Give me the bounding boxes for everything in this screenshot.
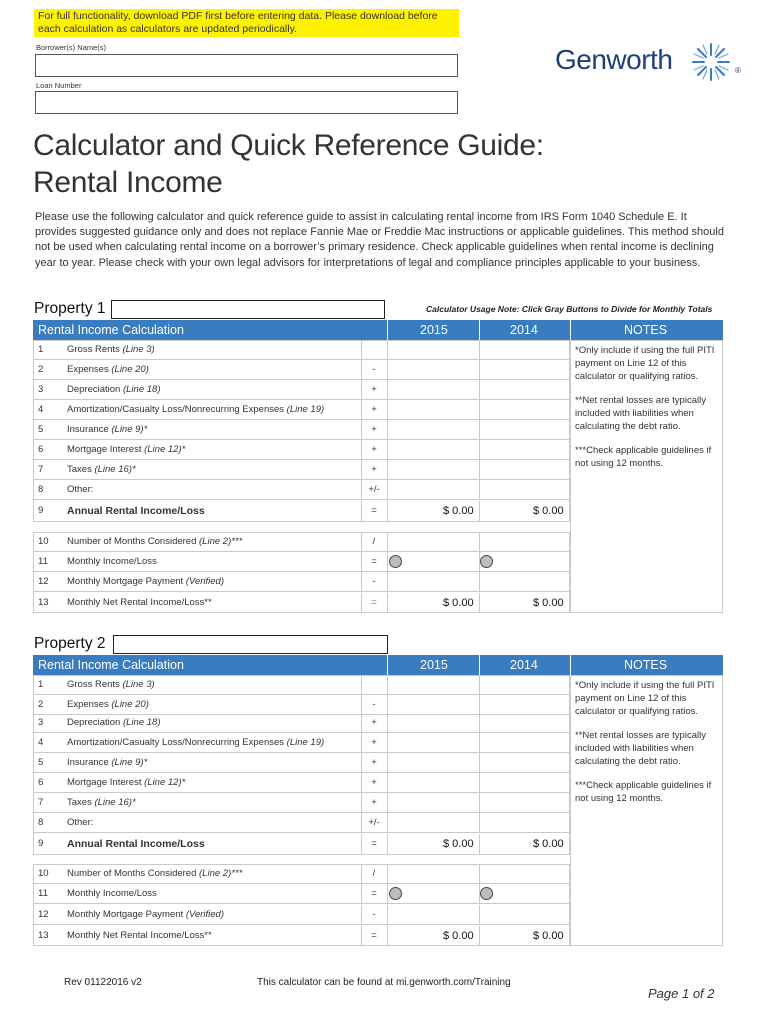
header-year-2: 2014 [510,323,538,337]
genworth-logo [555,40,745,86]
note-2: **Net rental losses are typically included with liabilities when calculating the debt ratio. [575,395,706,432]
table-row: 5 Insurance (Line 9)* + [33,753,570,773]
net-monthly-row: 13 Monthly Net Rental Income/Loss** = $ 0.00 $ 0.00 [33,593,570,613]
table-row: 2 Expenses (Line 20) - [33,360,570,380]
notes-panel [575,344,725,481]
table-header [33,655,723,675]
note-3: ***Check applicable guidelines if not using 12 months. [575,780,712,804]
property-1-input[interactable] [111,300,385,319]
header-notes: NOTES [624,658,668,672]
table-row: 1 Gross Rents (Line 3) [33,340,570,360]
table-row: 11 Monthly Income/Loss = [33,552,570,572]
sunburst-icon [689,40,733,84]
table-row: 10 Number of Months Considered (Line 2)*** / [33,532,570,552]
page-number: Page 1 of 2 [648,986,715,1001]
annual-total-2015: $ 0.00 [443,505,474,517]
annual-total-2014: $ 0.00 [533,505,564,517]
property-1-label: Property 1 [34,300,106,317]
notes-panel [575,679,725,816]
header-year-2: 2014 [510,658,538,672]
net-monthly-2015: $ 0.00 [443,930,474,942]
note-2: **Net rental losses are typically included with liabilities when calculating the debt ratio. [575,730,706,767]
table-row: 11 Monthly Income/Loss = [33,884,570,904]
net-monthly-2014: $ 0.00 [533,597,564,609]
note-1: *Only include if using the full PITI payment on Line 12 of this calculator or qualifying ratios. [575,345,715,382]
table-row: 12 Monthly Mortgage Payment (Verified) - [33,905,570,925]
table-header [33,320,723,340]
header-year-1: 2015 [420,323,448,337]
property-2-section [33,655,723,955]
table-row: 12 Monthly Mortgage Payment (Verified) - [33,572,570,592]
table-row: 3 Depreciation (Line 18) + [33,713,570,733]
annual-total-row: 9 Annual Rental Income/Loss = $ 0.00 $ 0.00 [33,501,570,521]
note-3: ***Check applicable guidelines if not using 12 months. [575,445,712,469]
net-monthly-2015: $ 0.00 [443,597,474,609]
property-2-input[interactable] [113,635,388,654]
divide-button-2014[interactable] [480,887,493,900]
title-line-1: Calculator and Quick Reference Guide: [33,129,544,162]
table-row: 3 Depreciation (Line 18) + [33,380,570,400]
table-row: 6 Mortgage Interest (Line 12)* + [33,440,570,460]
table-row: 7 Taxes (Line 16)* + [33,460,570,480]
title-line-2: Rental Income [33,166,223,199]
annual-total-row: 9 Annual Rental Income/Loss = $ 0.00 $ 0.00 [33,834,570,854]
header-year-1: 2015 [420,658,448,672]
loan-number-input[interactable] [35,91,458,114]
table-row: 1 Gross Rents (Line 3) [33,675,570,695]
divide-button-2014[interactable] [480,555,493,568]
loan-number-label: Loan Number [36,81,82,90]
page-title [33,127,544,201]
annual-total-2015: $ 0.00 [443,838,474,850]
borrower-name-input[interactable] [35,54,458,77]
borrower-name-label: Borrower(s) Name(s) [36,43,107,52]
header-notes: NOTES [624,323,668,337]
property-1-section [33,320,723,620]
table-row: 5 Insurance (Line 9)* + [33,420,570,440]
table-row: 7 Taxes (Line 16)* + [33,793,570,813]
footer-url-text: This calculator can be found at mi.genworth.com/Training [257,977,511,988]
header-title: Rental Income Calculation [38,658,184,672]
registered-mark: ® [735,66,741,75]
table-row: 6 Mortgage Interest (Line 12)* + [33,773,570,793]
property-2-label: Property 2 [34,635,106,652]
logo-text: Genworth [555,44,673,75]
table-row: 4 Amortization/Casualty Loss/Nonrecurring Expenses (Line 19) + [33,733,570,753]
header-title: Rental Income Calculation [38,323,184,337]
divide-button-2015[interactable] [389,555,402,568]
download-notice: For full functionality, download PDF first before entering data. Please download before each calculation as calculators are updated periodically. [34,9,459,37]
intro-paragraph: Please use the following calculator and quick reference guide to assist in calculating rental income from IRS Form 1040 Schedule E. It provides suggested guidance only and does not replace Fannie Mae or Freddie Mac instructions or applicable guidelines. This method should not be used when calculating rental income on a borrower’s primary residence. Check applicable guidelines when rental income is declining year to year. Please check with your own legal advisors for interpretations of legal and compliance principles applicable to your business. [35,211,724,269]
revision-label: Rev 01122016 v2 [64,977,142,988]
divide-button-2015[interactable] [389,887,402,900]
table-row: 2 Expenses (Line 20) - [33,695,570,715]
table-row: 10 Number of Months Considered (Line 2)*** / [33,864,570,884]
annual-total-2014: $ 0.00 [533,838,564,850]
net-monthly-2014: $ 0.00 [533,930,564,942]
usage-note: Calculator Usage Note: Click Gray Buttons to Divide for Monthly Totals [426,304,713,314]
table-row: 8 Other: +/- [33,480,570,500]
table-row: 8 Other: +/- [33,813,570,833]
net-monthly-row: 13 Monthly Net Rental Income/Loss** = $ 0.00 $ 0.00 [33,926,570,946]
note-1: *Only include if using the full PITI payment on Line 12 of this calculator or qualifying ratios. [575,680,715,717]
table-row: 4 Amortization/Casualty Loss/Nonrecurring Expenses (Line 19) + [33,400,570,420]
